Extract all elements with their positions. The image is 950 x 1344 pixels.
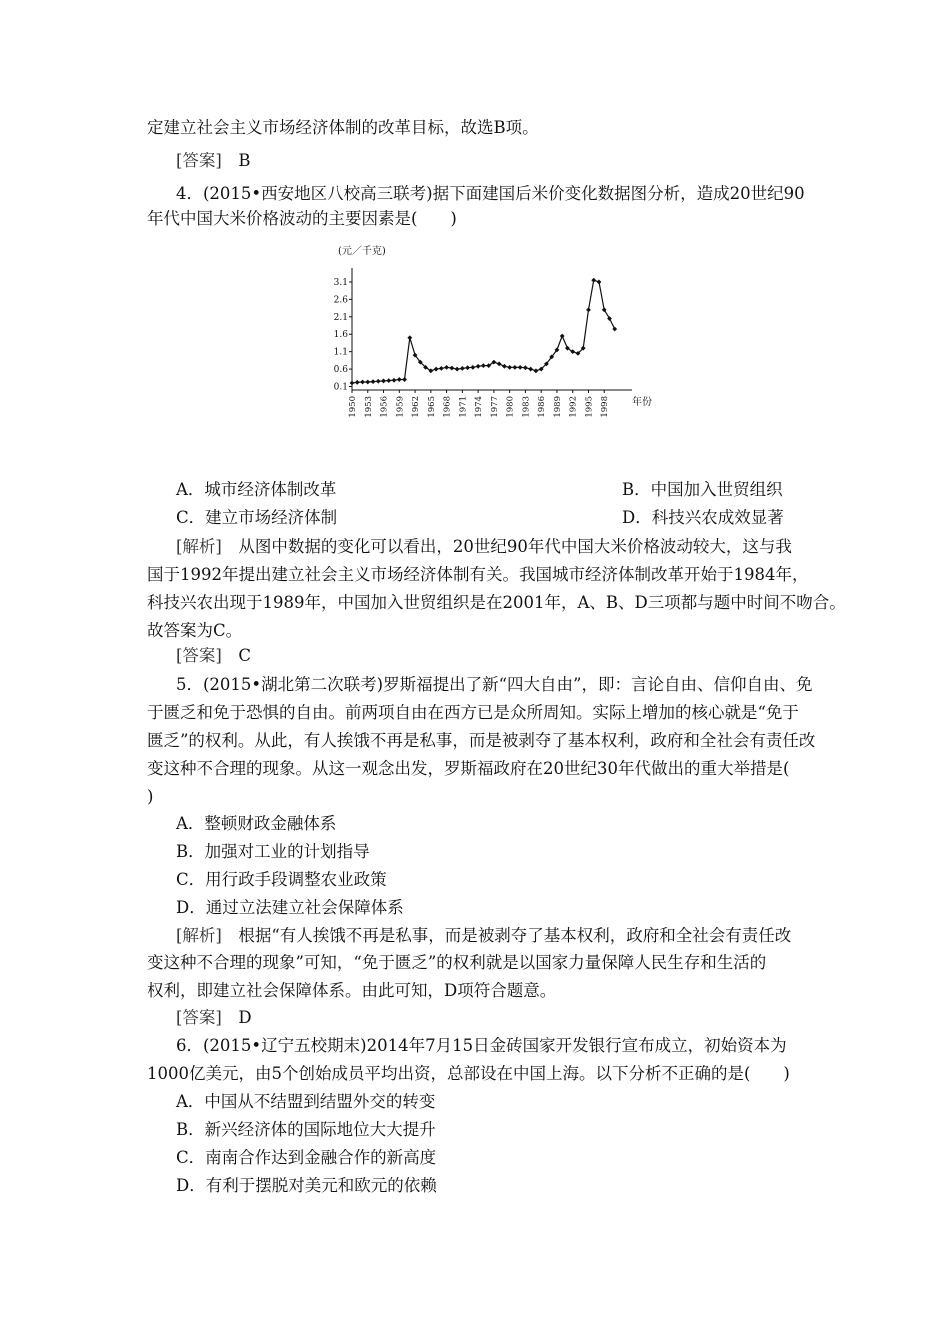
option-line <box>176 508 841 528</box>
option-b: B．新兴经济体的国际地位大大提升 <box>176 1120 436 1139</box>
data-point <box>518 365 523 370</box>
answer-tag: [答案] <box>176 151 222 170</box>
data-point <box>392 378 397 383</box>
data-point <box>407 335 412 340</box>
x-tick-label: 1986 <box>537 396 548 418</box>
option-d: D．科技兴农成效显著 <box>622 508 784 527</box>
option-d: D．通过立法建立社会保障体系 <box>176 898 404 917</box>
option-d: D．有利于摆脱对美元和欧元的依赖 <box>176 1176 437 1195</box>
question-5-line-4: 变这种不合理的现象。从这一观念出发，罗斯福政府在20世纪30年代做出的重大举措是( <box>147 759 790 778</box>
data-point <box>481 363 486 368</box>
data-point <box>376 379 381 384</box>
answer-value: C <box>238 646 251 665</box>
answer-value: D <box>238 1008 252 1027</box>
data-point <box>591 278 596 283</box>
data-point <box>365 380 370 385</box>
explanation-line: 权利，即建立社会保障体系。由此可知，D项符合题意。 <box>147 981 557 1000</box>
y-axis-label: (元／千克) <box>338 246 386 257</box>
explanation-line: 变这种不合理的现象”可知，“免于匮乏”的权利就是以国家力量保障人民生存和生活的 <box>147 953 767 972</box>
y-tick-label: 1.1 <box>333 347 348 358</box>
question-6-line-2: 1000亿美元，由5个创始成员平均出资，总部设在中国上海。以下分析不正确的是( ) <box>147 1064 790 1083</box>
option-line <box>176 480 841 500</box>
data-point <box>534 368 539 373</box>
answer-line <box>176 151 841 171</box>
data-point <box>381 379 386 384</box>
x-tick-label: 1989 <box>552 396 563 418</box>
data-point <box>371 379 376 384</box>
rice-price-chart <box>320 240 660 430</box>
x-tick-label: 1953 <box>363 396 374 418</box>
option-b: B．中国加入世贸组织 <box>622 480 783 499</box>
text-line: 定建立社会主义市场经济体制的改革目标，故选B项。 <box>147 118 539 137</box>
data-point <box>460 366 465 371</box>
data-point <box>355 380 360 385</box>
explanation-line: 故答案为C。 <box>147 621 243 640</box>
option-a: A．城市经济体制改革 <box>176 480 337 499</box>
data-point <box>439 366 444 371</box>
y-tick-label: 0.6 <box>333 365 348 376</box>
data-point <box>586 307 591 312</box>
y-tick-label: 3.1 <box>333 277 348 288</box>
explanation-tag: [解析] <box>176 926 222 945</box>
x-tick-label: 1965 <box>426 396 437 418</box>
option-c: C．建立市场经济体制 <box>176 508 338 527</box>
question-5-line-2: 于匮乏和免于恐惧的自由。前两项自由在西方已是众所周知。实际上增加的核心就是“免于 <box>147 703 799 722</box>
option-c: C．南南合作达到金融合作的新高度 <box>176 1148 437 1167</box>
x-tick-label: 1959 <box>395 396 406 418</box>
data-point <box>497 361 502 366</box>
y-tick-label: 2.6 <box>333 295 348 306</box>
question-5-line-1: 5．(2015•湖北第二次联考)罗斯福提出了新“四大自由”，即：言论自由、信仰自由、免 <box>176 675 813 694</box>
data-point <box>507 365 512 370</box>
x-tick-label: 1983 <box>521 396 532 418</box>
data-point <box>444 365 449 370</box>
explanation-line <box>176 926 841 946</box>
explanation-text: 从图中数据的变化可以看出，20世纪90年代中国大米价格波动较大，这与我 <box>238 537 792 556</box>
data-point <box>470 365 475 370</box>
data-point <box>476 364 481 369</box>
question-5-line-3: 匮乏”的权利。从此，有人挨饿不再是私事，而是被剥夺了基本权利，政府和全社会有责任改 <box>147 731 816 750</box>
answer-tag: [答案] <box>176 1008 222 1027</box>
explanation-line: 国于1992年提出建立社会主义市场经济体制有关。我国城市经济体制改革开始于1984年， <box>147 565 809 584</box>
x-tick-label: 1998 <box>600 396 611 418</box>
data-point <box>597 280 602 285</box>
x-tick-label: 1977 <box>489 396 500 418</box>
y-tick-label: 0.1 <box>333 382 348 393</box>
data-point <box>513 365 518 370</box>
x-tick-label: 1968 <box>442 396 453 418</box>
option-c: C．用行政手段调整农业政策 <box>176 870 387 889</box>
data-point <box>402 377 407 382</box>
x-tick-label: 1974 <box>474 396 485 418</box>
data-point <box>360 380 365 385</box>
question-6-line-1: 6．(2015•辽宁五校期末)2014年7月15日金砖国家开发银行宣布成立，初始资本为 <box>176 1036 787 1055</box>
data-point <box>350 381 355 386</box>
explanation-text: 根据“有人挨饿不再是私事，而是被剥夺了基本权利，政府和全社会有责任改 <box>238 926 792 945</box>
x-tick-label: 1971 <box>458 396 469 418</box>
explanation-tag: [解析] <box>176 537 222 556</box>
data-point <box>612 327 617 332</box>
y-tick-label: 2.1 <box>333 312 348 323</box>
x-tick-label: 1956 <box>379 396 390 418</box>
option-b: B．加强对工业的计划指导 <box>176 842 370 861</box>
data-point <box>434 367 439 372</box>
x-tick-label: 1950 <box>348 396 358 418</box>
x-axis-label: 年份 <box>632 397 652 408</box>
question-5-line-5: ) <box>147 787 154 806</box>
data-point <box>523 365 528 370</box>
data-point <box>465 365 470 370</box>
option-a: A．整顿财政金融体系 <box>176 814 337 833</box>
x-tick-label: 1995 <box>584 396 595 418</box>
explanation-line: 科技兴农出现于1989年，中国加入世贸组织是在2001年，A、B、D三项都与题中时间不吻合。 <box>147 593 846 612</box>
data-point <box>386 378 391 383</box>
answer-line <box>176 646 841 666</box>
question-4-line-2: 年代中国大米价格波动的主要因素是( ) <box>147 209 457 228</box>
y-tick-label: 1.6 <box>333 330 348 341</box>
question-4-line-1: 4．(2015•西安地区八校高三联考)据下面建国后米价变化数据图分析，造成20世纪90 <box>176 184 805 203</box>
x-tick-label: 1992 <box>568 396 579 418</box>
data-point <box>560 334 565 339</box>
data-point <box>502 364 507 369</box>
data-point <box>449 366 454 371</box>
answer-line <box>176 1008 841 1028</box>
data-point <box>528 367 533 372</box>
explanation-line <box>176 537 841 557</box>
option-a: A．中国从不结盟到结盟外交的转变 <box>176 1092 436 1111</box>
data-point <box>397 377 402 382</box>
answer-tag: [答案] <box>176 646 222 665</box>
data-point <box>455 367 460 372</box>
x-tick-label: 1962 <box>411 396 422 418</box>
x-tick-label: 1980 <box>505 396 516 418</box>
answer-value: B <box>238 151 251 170</box>
